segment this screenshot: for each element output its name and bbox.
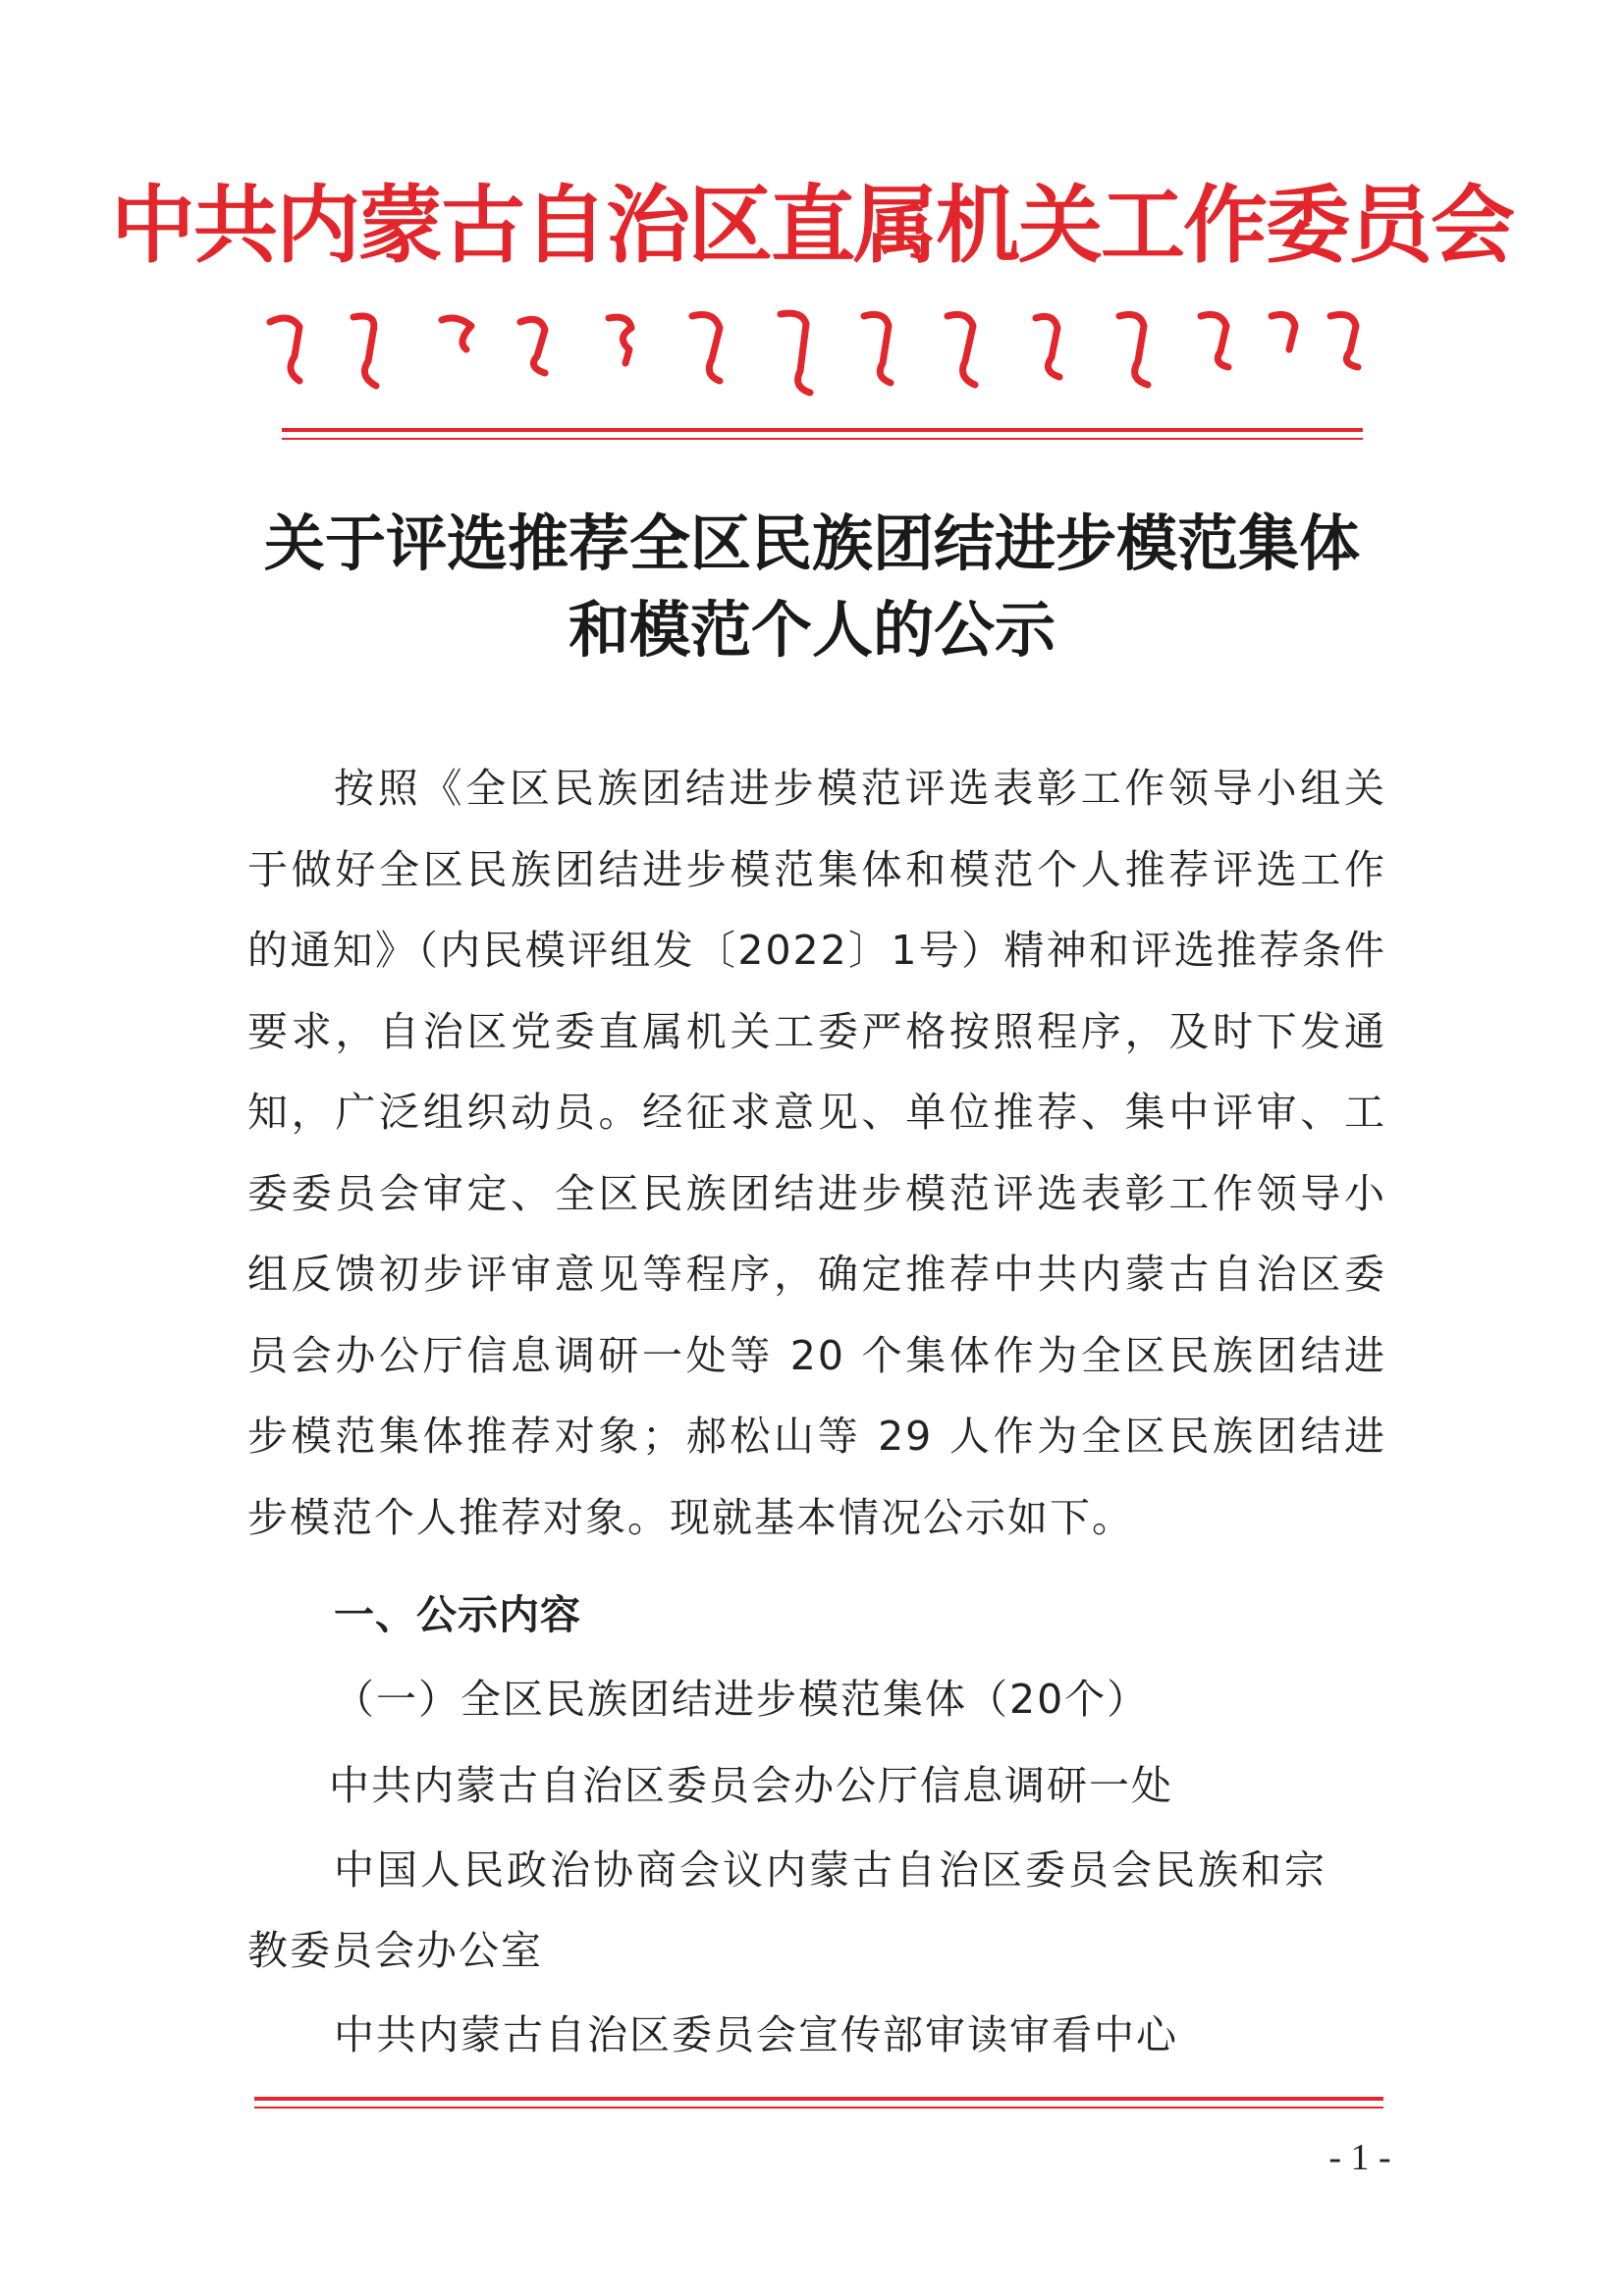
document-title-line2: 和模范个人的公示 (568, 594, 1056, 666)
list-item: 中共内蒙古自治区委员会办公厅信息调研一处 (329, 1762, 1173, 1809)
letterhead-rule-thick (282, 428, 1363, 432)
footer-rule-thin (254, 2107, 1383, 2109)
document-title (0, 501, 1624, 673)
list-item: 中共内蒙古自治区委员会宣传部审读审看中心 (334, 2011, 1178, 2058)
list-item: 教委员会办公室 (247, 1927, 543, 1974)
section-heading: 一、公示内容 (334, 1591, 581, 1638)
document-title-line1: 关于评选推荐全区民族团结进步模范集体 (263, 507, 1360, 579)
mongolian-script-logo (260, 302, 1370, 400)
footer-rule-thick (254, 2097, 1383, 2101)
list-item: 中国人民政治协商会议内蒙古自治区委员会民族和宗 (334, 1846, 1327, 1894)
body-paragraph: 按照《全区民族团结进步模范评选表彰工作领导小组关于做好全区民族团结进步模范集体和模范个人推荐评选工作的通知》（内民模评组发〔2022〕1号）精神和评选推荐条件要求，自治区党委直属机关工委严格按照程序，及时下发通知，广泛组织动员。经征求意见、单位推荐、集中评审、工委委员会审定、全区民族团结进步模范评选表彰工作领导小组反馈初步评审意见等程序，确定推荐中共内蒙古自治区委员会办公厅信息调研一处等 20 个集体作为全区民族团结进步模范集体推荐对象；郝松山等 29 人作为全区民族团结进步模范个人推荐对象。现就基本情况公示如下。 (247, 765, 1386, 1541)
page-number: - 1 - (1328, 2137, 1391, 2178)
letterhead-organization-name: 中共内蒙古自治区直属机关工作委员会 (111, 176, 1513, 275)
subsection-heading: （一）全区民族团结进步模范集体（20个） (334, 1676, 1150, 1723)
letterhead-rule-thin (282, 438, 1363, 440)
